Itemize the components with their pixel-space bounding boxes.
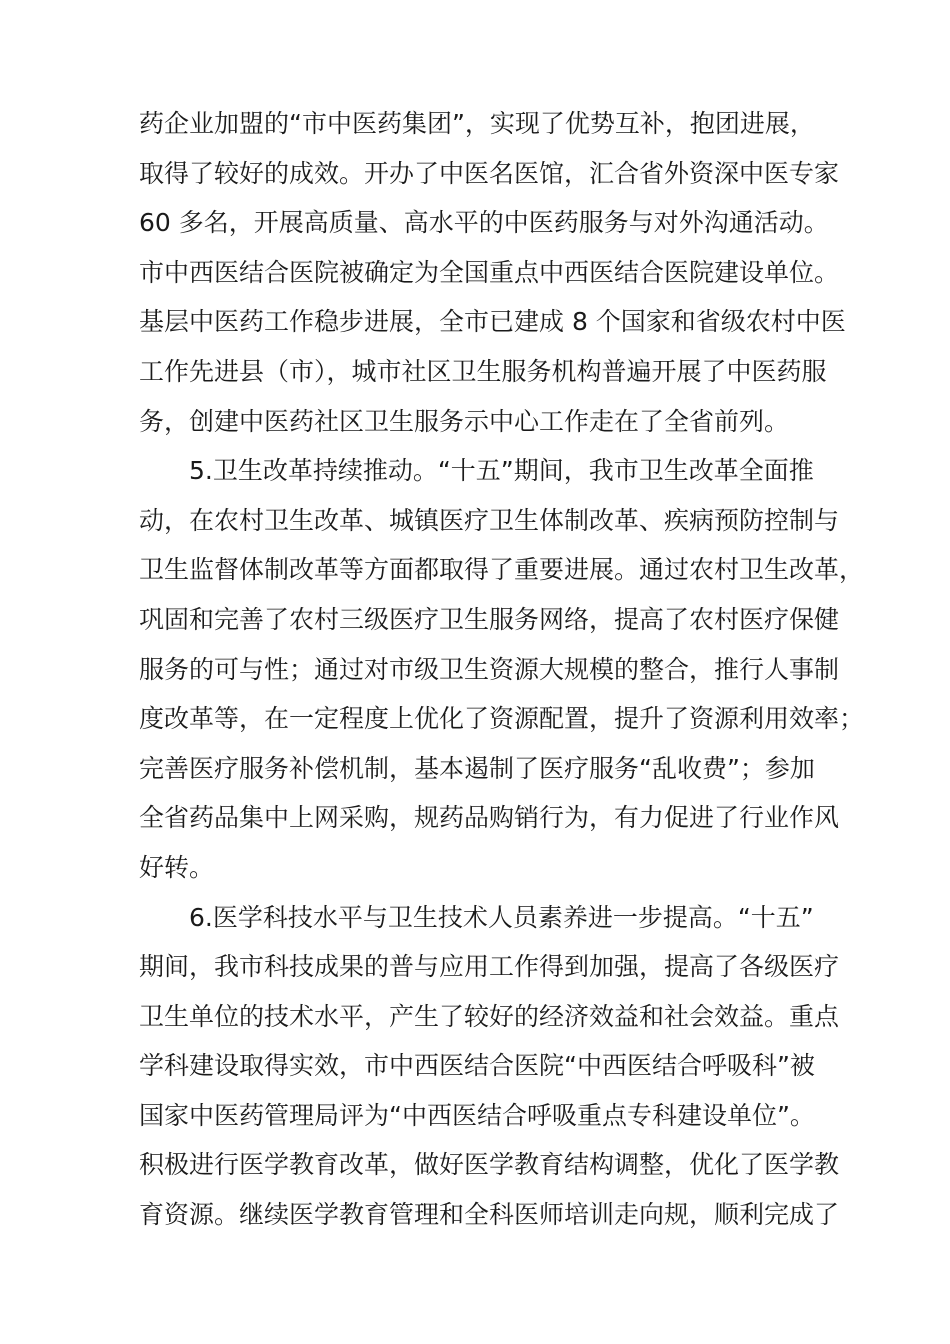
text-line: 巩固和完善了农村三级医疗卫生服务网络，提高了农村医疗保健 bbox=[139, 604, 840, 634]
text-line: 期间，我市科技成果的普与应用工作得到加强，提高了各级医疗 bbox=[139, 952, 840, 982]
text-line: 国家中医药管理局评为“中西医结合呼吸重点专科建设单位”。 bbox=[139, 1100, 815, 1130]
text-line: 卫生单位的技术水平，产生了较好的经济效益和社会效益。重点 bbox=[139, 1001, 840, 1031]
paragraph-start-line: 6.医学科技水平与卫生技术人员素养进一步提高。“十五” bbox=[139, 902, 814, 932]
text-line: 基层中医药工作稳步进展，全市已建成 8 个国家和省级农村中医 bbox=[139, 307, 846, 337]
paragraph-start-line: 5.卫生改革持续推动。“十五”期间，我市卫生改革全面推 bbox=[139, 456, 814, 486]
text-line: 学科建设取得实效，市中西医结合医院“中西医结合呼吸科”被 bbox=[139, 1051, 815, 1081]
text-line: 服务的可与性；通过对市级卫生资源大规模的整合，推行人事制 bbox=[139, 654, 840, 684]
body-text bbox=[139, 99, 869, 1240]
text-line: 度改革等，在一定程度上优化了资源配置，提升了资源利用效率； bbox=[139, 704, 865, 734]
text-line: 60 多名，开展高质量、高水平的中医药服务与对外沟通活动。 bbox=[139, 208, 829, 238]
text-line: 务，创建中医药社区卫生服务示中心工作走在了全省前列。 bbox=[139, 406, 790, 436]
text-line: 积极进行医学教育改革，做好医学教育结构调整，优化了医学教 bbox=[139, 1150, 840, 1180]
text-line: 完善医疗服务补偿机制，基本遏制了医疗服务“乱收费”；参加 bbox=[139, 753, 815, 783]
text-line: 药企业加盟的“市中医药集团”，实现了优势互补，抱团进展， bbox=[139, 109, 815, 138]
text-line: 育资源。继续医学教育管理和全科医师培训走向规，顺利完成了 bbox=[139, 1200, 840, 1230]
text-line: 好转。 bbox=[139, 852, 215, 882]
text-line: 市中西医结合医院被确定为全国重点中西医结合医院建设单位。 bbox=[139, 257, 840, 287]
text-line: 工作先进县（市），城市社区卫生服务机构普遍开展了中医药服 bbox=[139, 356, 827, 386]
text-line: 取得了较好的成效。开办了中医名医馆，汇合省外资深中医专家 bbox=[139, 158, 840, 188]
text-line: 动，在农村卫生改革、城镇医疗卫生体制改革、疾病预防控制与 bbox=[139, 505, 840, 535]
text-line: 卫生监督体制改革等方面都取得了重要进展。通过农村卫生改革， bbox=[139, 555, 865, 585]
text-line: 全省药品集中上网采购，规药品购销行为，有力促进了行业作风 bbox=[139, 803, 840, 833]
